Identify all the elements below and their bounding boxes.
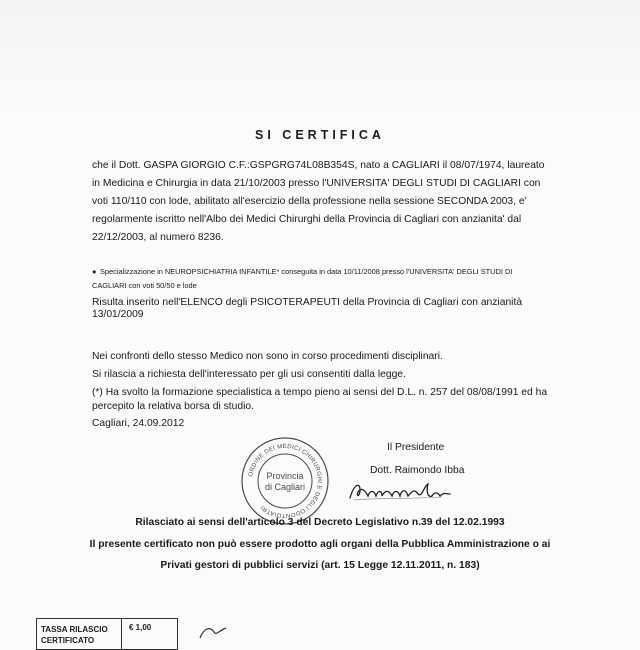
president-signature [346, 478, 466, 506]
scan-shading [0, 0, 640, 110]
tax-fee-label-line: CERTIFICATO [41, 636, 95, 645]
specialization-line: Specializzazione in NEUROPSICHIATRIA INFANTILE* conseguita in data 10/11/2008 presso l'UNIVERSITA' DEGLI STUDI DI [100, 267, 513, 276]
president-title: Il Presidente [387, 442, 445, 453]
tax-fee-amount: € 1,00 [129, 623, 152, 632]
paragraph-line: (*) Ha svolto la formazione specialistica a tempo pieno ai sensi del D.L. n. 257 del 08/08/1991 ed ha [92, 387, 548, 398]
bullet-icon: ● [92, 267, 97, 276]
elenco-line: 13/01/2009 [92, 309, 144, 320]
specialization-note [92, 265, 602, 293]
legal-notice-line: Il presente certificato non può essere prodotto agli organi della Pubblica Amministrazione o ai [89, 539, 551, 550]
specialization-line: CAGLIARI con voti 50/50 e lode [92, 281, 197, 290]
certification-paragraph [92, 157, 602, 247]
paragraph-line: percepito la relativa borsa di studio. [92, 401, 254, 412]
elenco-line: Risulta inserito nell'ELENCO degli PSICOTERAPEUTI della Provincia di Cagliari con anzianità [92, 297, 523, 308]
paragraph-line: in Medicina e Chirurgia in data 21/10/2003 presso l'UNIVERSITA' DEGLI STUDI DI CAGLIARI con [92, 178, 541, 189]
paragraph-line: voti 110/110 con lode, abilitato all'esercizio della professione nella sessione SECONDA 2003, e' [92, 196, 527, 207]
paragraph-line: che il Dott. GASPA GIORGIO C.F.:GSPGRG74L08B354S, nato a CAGLIARI il 08/07/1974, laureato [92, 160, 545, 171]
document-title: SI CERTIFICA [255, 128, 385, 142]
place-date: Cagliari, 24.09.2012 [92, 418, 185, 429]
elenco-paragraph [92, 297, 572, 321]
tax-fee-label-line: TASSA RILASCIO [41, 625, 108, 634]
handwritten-mark [198, 624, 228, 640]
tax-fee-label [37, 619, 122, 649]
disciplinary-paragraph [92, 350, 582, 418]
stamp-ring-text: ORDINE DEI MEDICI CHIRURGHI E DEGLI ODONTOIATRI [248, 443, 323, 519]
legal-notice-line: Rilasciato ai sensi dell'articolo 3 del Decreto Legislativo n.39 del 12.02.1993 [135, 517, 505, 528]
paragraph-line: Nei confronti dello stesso Medico non sono in corso procedimenti disciplinari. [92, 351, 443, 362]
paragraph-line: 22/12/2003, al numero 8236. [92, 232, 224, 243]
paragraph-line: Si rilascia a richiesta dell'interessato per gli usi consentiti dalla legge. [92, 369, 406, 380]
stamp-center-line: Provincia [266, 471, 304, 481]
president-name: Dott. Raimondo Ibba [370, 465, 465, 476]
official-stamp [240, 436, 330, 526]
legal-notice-line: Privati gestori di pubblici servizi (art. 15 Legge 12.11.2011, n. 183) [160, 560, 480, 571]
stamp-center-line: di Cagliari [264, 482, 306, 492]
tax-fee-box [36, 618, 178, 650]
paragraph-line: regolarmente iscritto nell'Albo dei Medici Chirurghi della Provincia di Cagliari con anzianita' dal [92, 214, 522, 225]
